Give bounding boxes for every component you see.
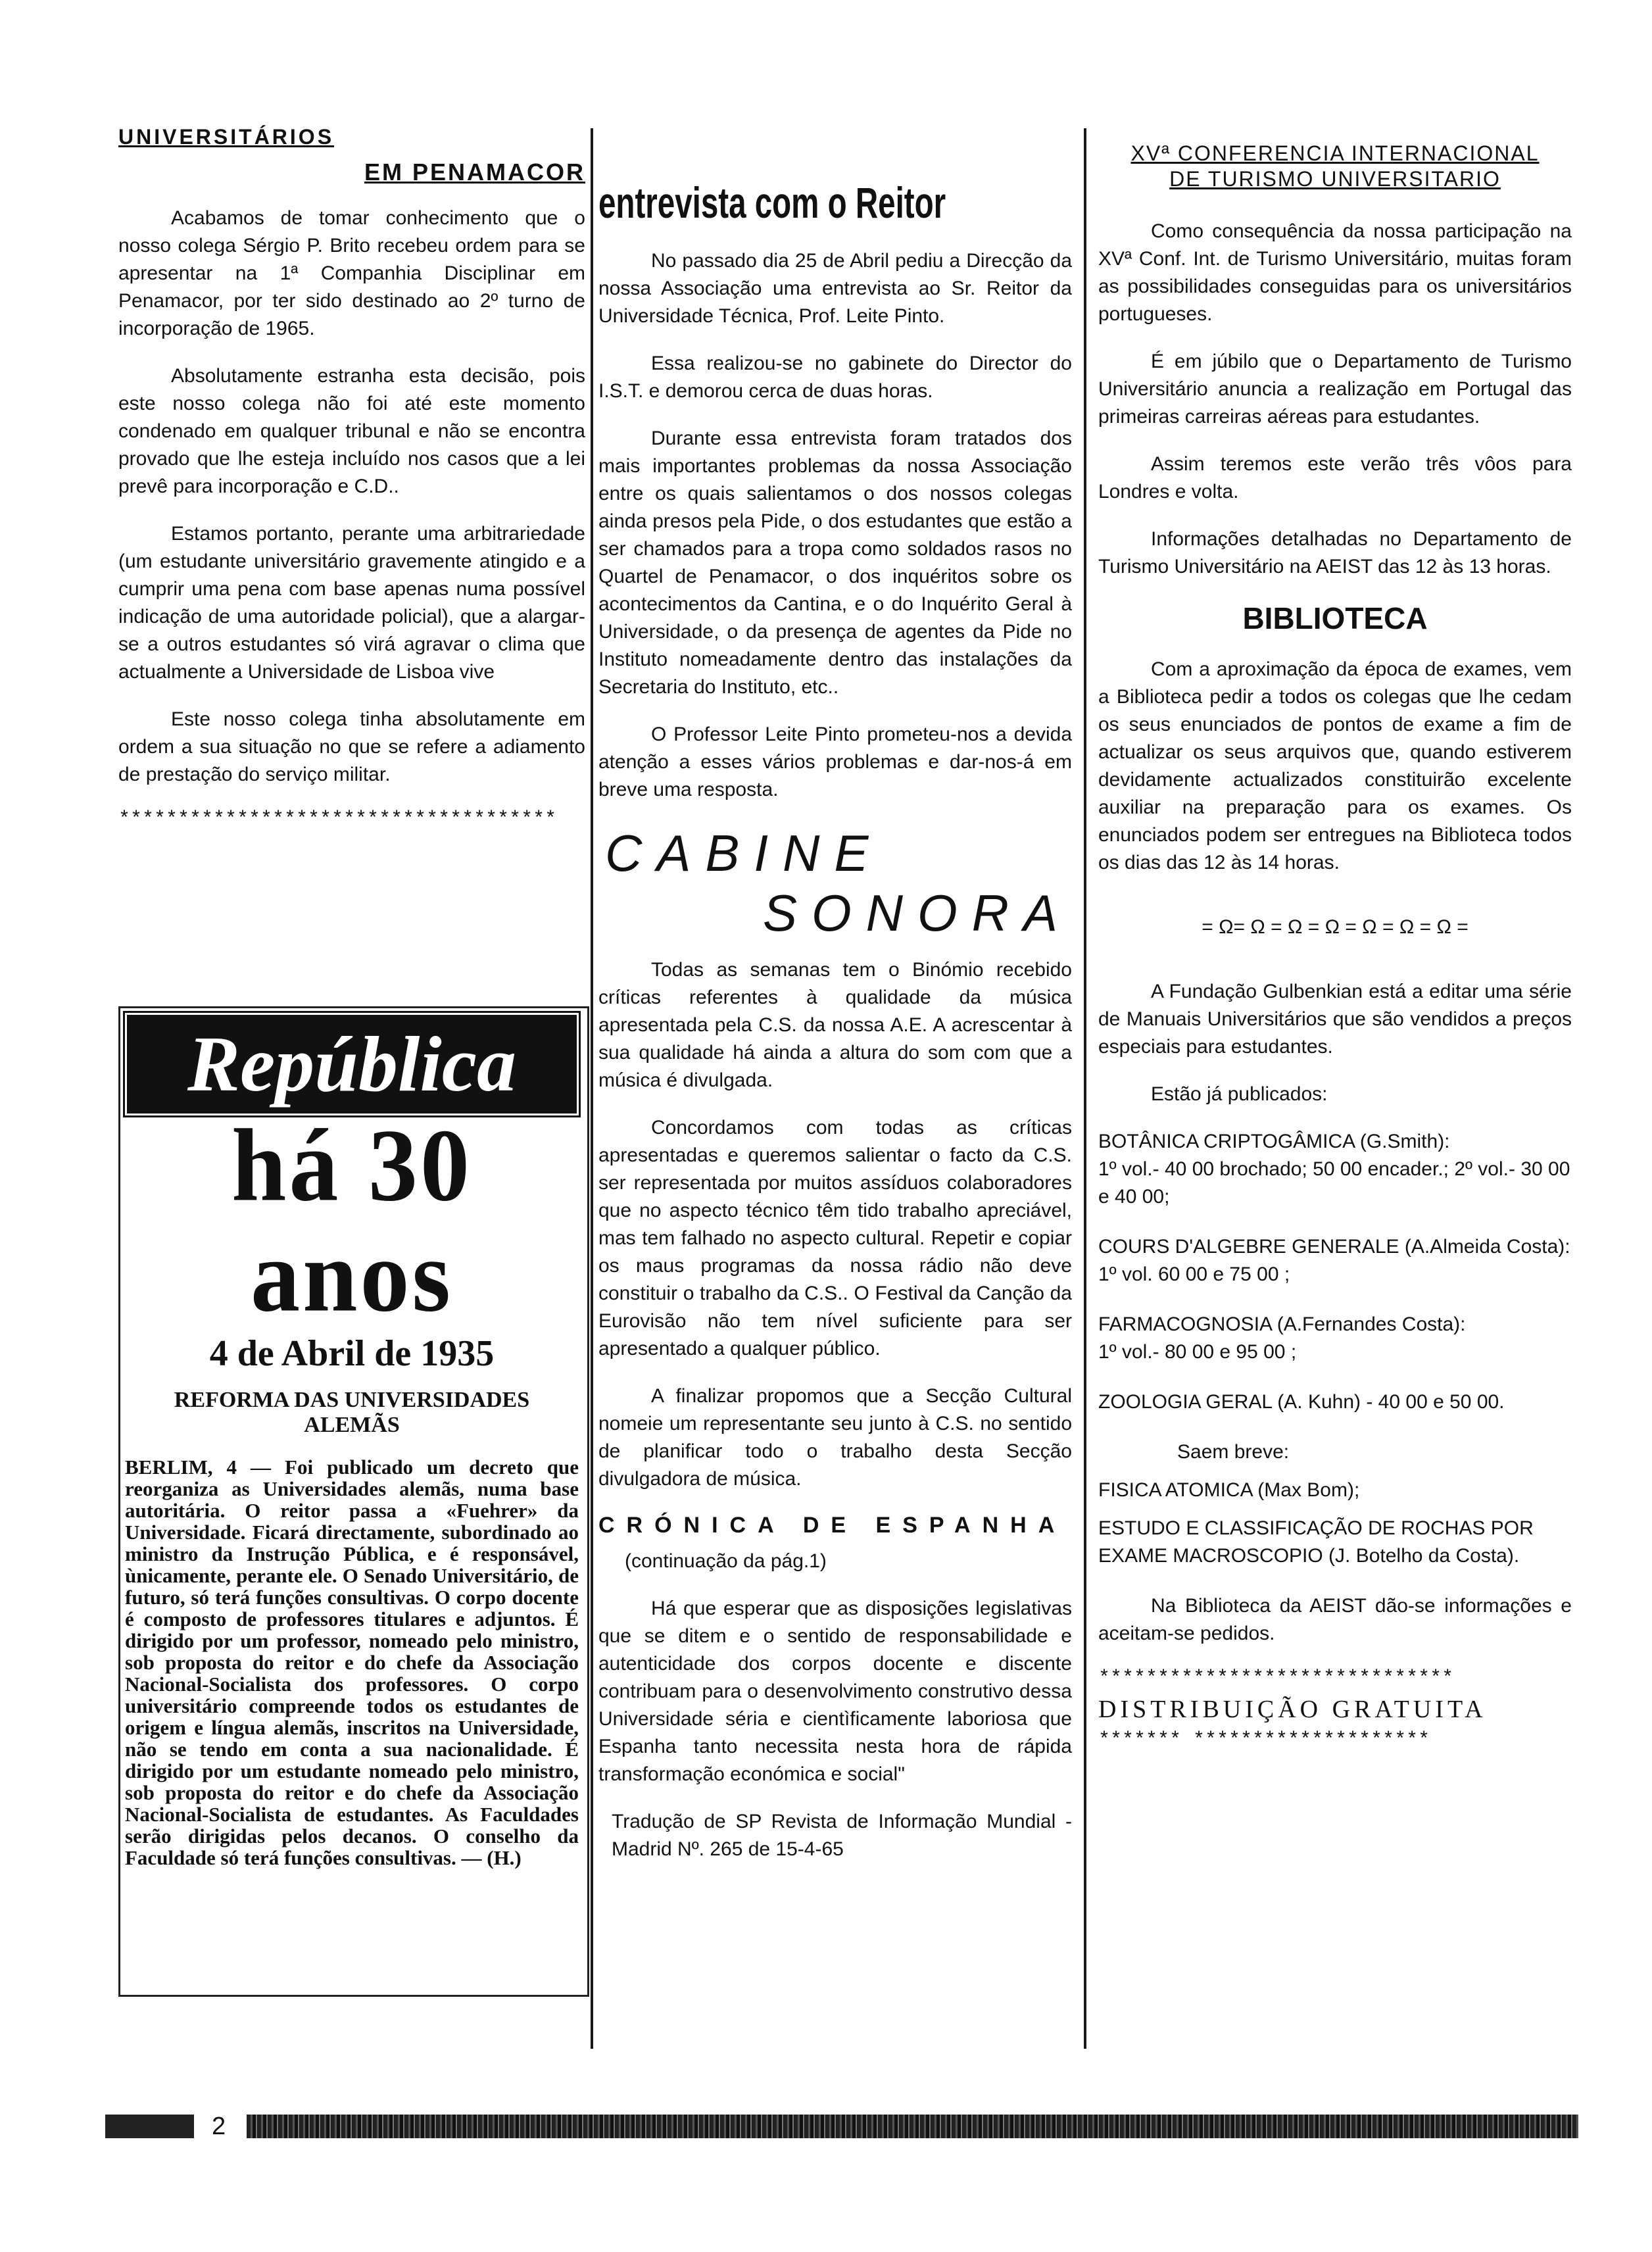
- heading-turismo-line-2: DE TURISMO UNIVERSITARIO: [1169, 167, 1501, 191]
- cronica-paragraph-1: Há que esperar que as disposições legislativas que se ditem e o sentido de responsabilidade e autenticidade dos corpos docente e discente contribuam para o desenvolvimento construtivo dessa Universidade séria e cientìficamente laboriosa que Espanha tanto necessita nesta hora de rápida transformação económica e social": [598, 1598, 1072, 1785]
- book-algebre: [1098, 1233, 1572, 1288]
- entrevista-paragraph-4: O Professor Leite Pinto prometeu-nos a devida atenção a esses vários problemas e dar-nos-á em breve uma resposta.: [598, 723, 1072, 800]
- cabine-paragraph-3: A finalizar propomos que a Secção Cultural nomeie um representante seu junto à C.S. no sentido de planificar todo o trabalho desta Secção divulgadora de música.: [598, 1385, 1072, 1490]
- gulbenkian-paragraph: A Fundação Gulbenkian está a editar uma série de Manuais Universitários que são vendidos a preços especiais para estudantes.: [1098, 981, 1572, 1058]
- heading-universitarios: UNIVERSITÁRIOS: [118, 125, 335, 149]
- breve-item-fisica: FISICA ATOMICA (Max Bom);: [1098, 1479, 1360, 1501]
- turismo-paragraph-3: Assim teremos este verão três vôos para Londres e volta.: [1098, 453, 1572, 502]
- column-turismo-biblioteca: [1098, 141, 1572, 1751]
- footer-bar: [105, 2115, 1578, 2138]
- entrevista-paragraph-1: No passado dia 25 de Abril pediu a Direcção da nossa Associação uma entrevista ao Sr. Reitor da Universidade Técnica, Prof. Leite Pinto.: [598, 250, 1072, 327]
- entrevista-paragraph-2: Essa realizou-se no gabinete do Director do I.S.T. e demorou cerca de duas horas.: [598, 353, 1072, 402]
- star-separator-bottom: ******* ********************: [1098, 1729, 1430, 1751]
- publicados-intro: Estão já publicados:: [1151, 1083, 1328, 1105]
- cronica-source: Tradução de SP Revista de Informação Mundial - Madrid Nº. 265 de 15-4-65: [612, 1811, 1072, 1860]
- distribuicao-gratuita: DISTRIBUIÇÃO GRATUITA: [1098, 1696, 1487, 1723]
- ha-30-anos-heading: há 30 anos: [231, 1108, 472, 1334]
- cabine-paragraph-2: Concordamos com todas as críticas apresentadas e queremos salientar o facto da C.S. ser representada por muitos assíduos colaboradores que no aspecto técnico têm tido trabalho apreciável, mas tem falhado no aspecto cultural. Repetir e copiar os maus programas da nossa rádio não deve constituir o trabalho da C.S.. O Festival da Canção da Eurovisão não tem nível suficiente para ser apresentado a qualquer público.: [598, 1117, 1072, 1359]
- breve-intro: Saem breve:: [1177, 1441, 1290, 1463]
- heading-entrevista: entrevista com o Reitor: [598, 178, 946, 227]
- book-zoologia: [1098, 1388, 1572, 1416]
- clipping-headline: REFORMA DAS UNIVERSIDADES ALEMÃS: [174, 1388, 530, 1437]
- republica-clipping: [125, 1013, 579, 1869]
- penamacor-paragraph-4: Este nosso colega tinha absolutamente em ordem a sua situação no que se refere a adiamento de prestação do serviço militar.: [118, 708, 585, 785]
- turismo-paragraph-2: É em júbilo que o Departamento de Turismo Universitário anuncia a realização em Portugal das primeiras carreiras aéreas para estudantes.: [1098, 351, 1572, 428]
- heading-turismo-line-1: XVª CONFERENCIA INTERNACIONAL: [1130, 141, 1540, 165]
- breve-item-rochas: ESTUDO E CLASSIFICAÇÃO DE ROCHAS POR EXAME MACROSCOPIO (J. Botelho da Costa).: [1098, 1517, 1534, 1567]
- clipping-date: 4 de Abril de 1935: [209, 1333, 495, 1374]
- closing-paragraph: Na Biblioteca da AEIST dão-se informações e aceitam-se pedidos.: [1098, 1595, 1572, 1644]
- footer-bar-right: [247, 2115, 1578, 2138]
- page-number: 2: [212, 2113, 226, 2140]
- heading-biblioteca: BIBLIOTECA: [1242, 601, 1428, 635]
- heading-cabine: CABINE: [605, 824, 883, 882]
- biblioteca-paragraph: Com a aproximação da época de exames, vem a Biblioteca pedir a todos os colegas que lhe cedam os seus enunciados de pontos de exame a fim de actualizar os seus arquivos que, quando estiverem devidamente actualizados constituirão excelente auxiliar na preparação para os exames. Os enunciados podem ser entregues na Biblioteca todos os dias das 12 às 14 horas.: [1098, 658, 1572, 873]
- penamacor-paragraph-2: Absolutamente estranha esta decisão, pois este nosso colega não foi até este momento condenado em qualquer tribunal e não se encontra provado que lhe esteja incluído nos casos que a lei prevê para incorporação e C.D..: [118, 365, 585, 497]
- penamacor-paragraph-3: Estamos portanto, perante uma arbitrariedade (um estudante universitário gravemente atingido e a cumprir uma pena com base apenas numa possível indicação de uma autoridade policial), que a alargar-se a outros estudantes só virá agravar o clima que actualmente a Universidade de Lisboa vive: [118, 523, 585, 683]
- republica-masthead: República: [125, 1013, 579, 1115]
- book-detail: 1º vol.- 80 00 e 95 00 ;: [1098, 1341, 1297, 1363]
- footer-bar-left: [105, 2115, 194, 2138]
- book-botanica: [1098, 1128, 1572, 1211]
- book-title: BOTÂNICA CRIPTOGÂMICA (G.Smith):: [1098, 1131, 1450, 1152]
- book-title: ZOOLOGIA GERAL (A. Kuhn) - 40 00 e 50 00.: [1098, 1391, 1505, 1413]
- book-detail: 1º vol. 60 00 e 75 00 ;: [1098, 1263, 1290, 1285]
- heading-em-penamacor: EM PENAMACOR: [364, 159, 585, 185]
- turismo-paragraph-1: Como consequência da nossa participação na XVª Conf. Int. de Turismo Universitário, muitas foram as possibilidades conseguidas para os universitários portugueses.: [1098, 220, 1572, 325]
- omega-separator: = Ω= Ω = Ω = Ω = Ω = Ω = Ω =: [1202, 916, 1469, 938]
- heading-sonora: SONORA: [762, 884, 1072, 942]
- book-title: FARMACOGNOSIA (A.Fernandes Costa):: [1098, 1313, 1466, 1335]
- book-farmacognosia: [1098, 1311, 1572, 1366]
- book-title: COURS D'ALGEBRE GENERALE (A.Almeida Costa):: [1098, 1236, 1570, 1258]
- star-separator-top: ******************************: [1098, 1667, 1454, 1690]
- cronica-subtitle: (continuação da pág.1): [625, 1550, 827, 1572]
- cabine-paragraph-1: Todas as semanas tem o Binómio recebido críticas referentes à qualidade da música apresentada pela C.S. da nossa A.E. A acrescentar à sua qualidade há ainda a altura do som com que a música é divulgada.: [598, 959, 1072, 1091]
- clipping-body: BERLIM, 4 — Foi publicado um decreto que reorganiza as Universidades alemãs, numa base autoritária. O reitor passa a «Fuehrer» da Universidade. Ficará directamente, subordinado ao ministro da Instrução Pública, e é responsável, ùnicamente, perante ele. O Senado Universitário, de futuro, só terá funções consultivas. O corpo docente é composto de professores titulares e adjuntos. É dirigido por um professor, nomeado pelo ministro, sob proposta do reitor e do chefe da Associação Nacional-Socialista dos professores. O corpo universitário compreende todos os estudantes de origem e língua alemãs, inscritos na Universidade, não se tendo em conta a sua nacionalidade. É dirigido por um estudante nomeado pelo ministro, sob proposta do reitor e do chefe da Associação Nacional-Socialista de estudantes. As Faculdades serão dirigidas pelos decanos. O conselho da Faculdade só terá funções consultivas. — (H.): [125, 1456, 579, 1869]
- star-separator: *************************************: [118, 808, 557, 831]
- column-penamacor: [118, 125, 585, 831]
- entrevista-paragraph-3: Durante essa entrevista foram tratados dos mais importantes problemas da nossa Associação entre os quais salientamos o dos nossos colegas ainda presos pela Pide, o dos estudantes que estão a ser chamados para a tropa como soldados rasos no Quartel de Penamacor, o dos inquéritos sobre os acontecimentos da Cantina, e o do Inquérito Geral à Universidade, o da presença de agentes da Pide no Instituto nomeadamente dentro das instalações da Secretaria do Instituto, etc..: [598, 428, 1072, 698]
- heading-cronica-de-espanha: CRÓNICA DE ESPANHA: [598, 1513, 1067, 1538]
- turismo-paragraph-4: Informações detalhadas no Departamento de Turismo Universitário na AEIST das 12 às 13 horas.: [1098, 528, 1572, 577]
- book-detail: 1º vol.- 40 00 brochado; 50 00 encader.; 2º vol.- 30 00 e 40 00;: [1098, 1158, 1570, 1208]
- penamacor-paragraph-1: Acabamos de tomar conhecimento que o nosso colega Sérgio P. Brito recebeu ordem para se apresentar na 1ª Companhia Disciplinar em Penamacor, por ter sido destinado ao 2º turno de incorporação de 1965.: [118, 207, 585, 339]
- column-entrevista: [598, 132, 1072, 1883]
- column-divider-right: [1084, 128, 1086, 2049]
- column-divider-left: [591, 128, 593, 2049]
